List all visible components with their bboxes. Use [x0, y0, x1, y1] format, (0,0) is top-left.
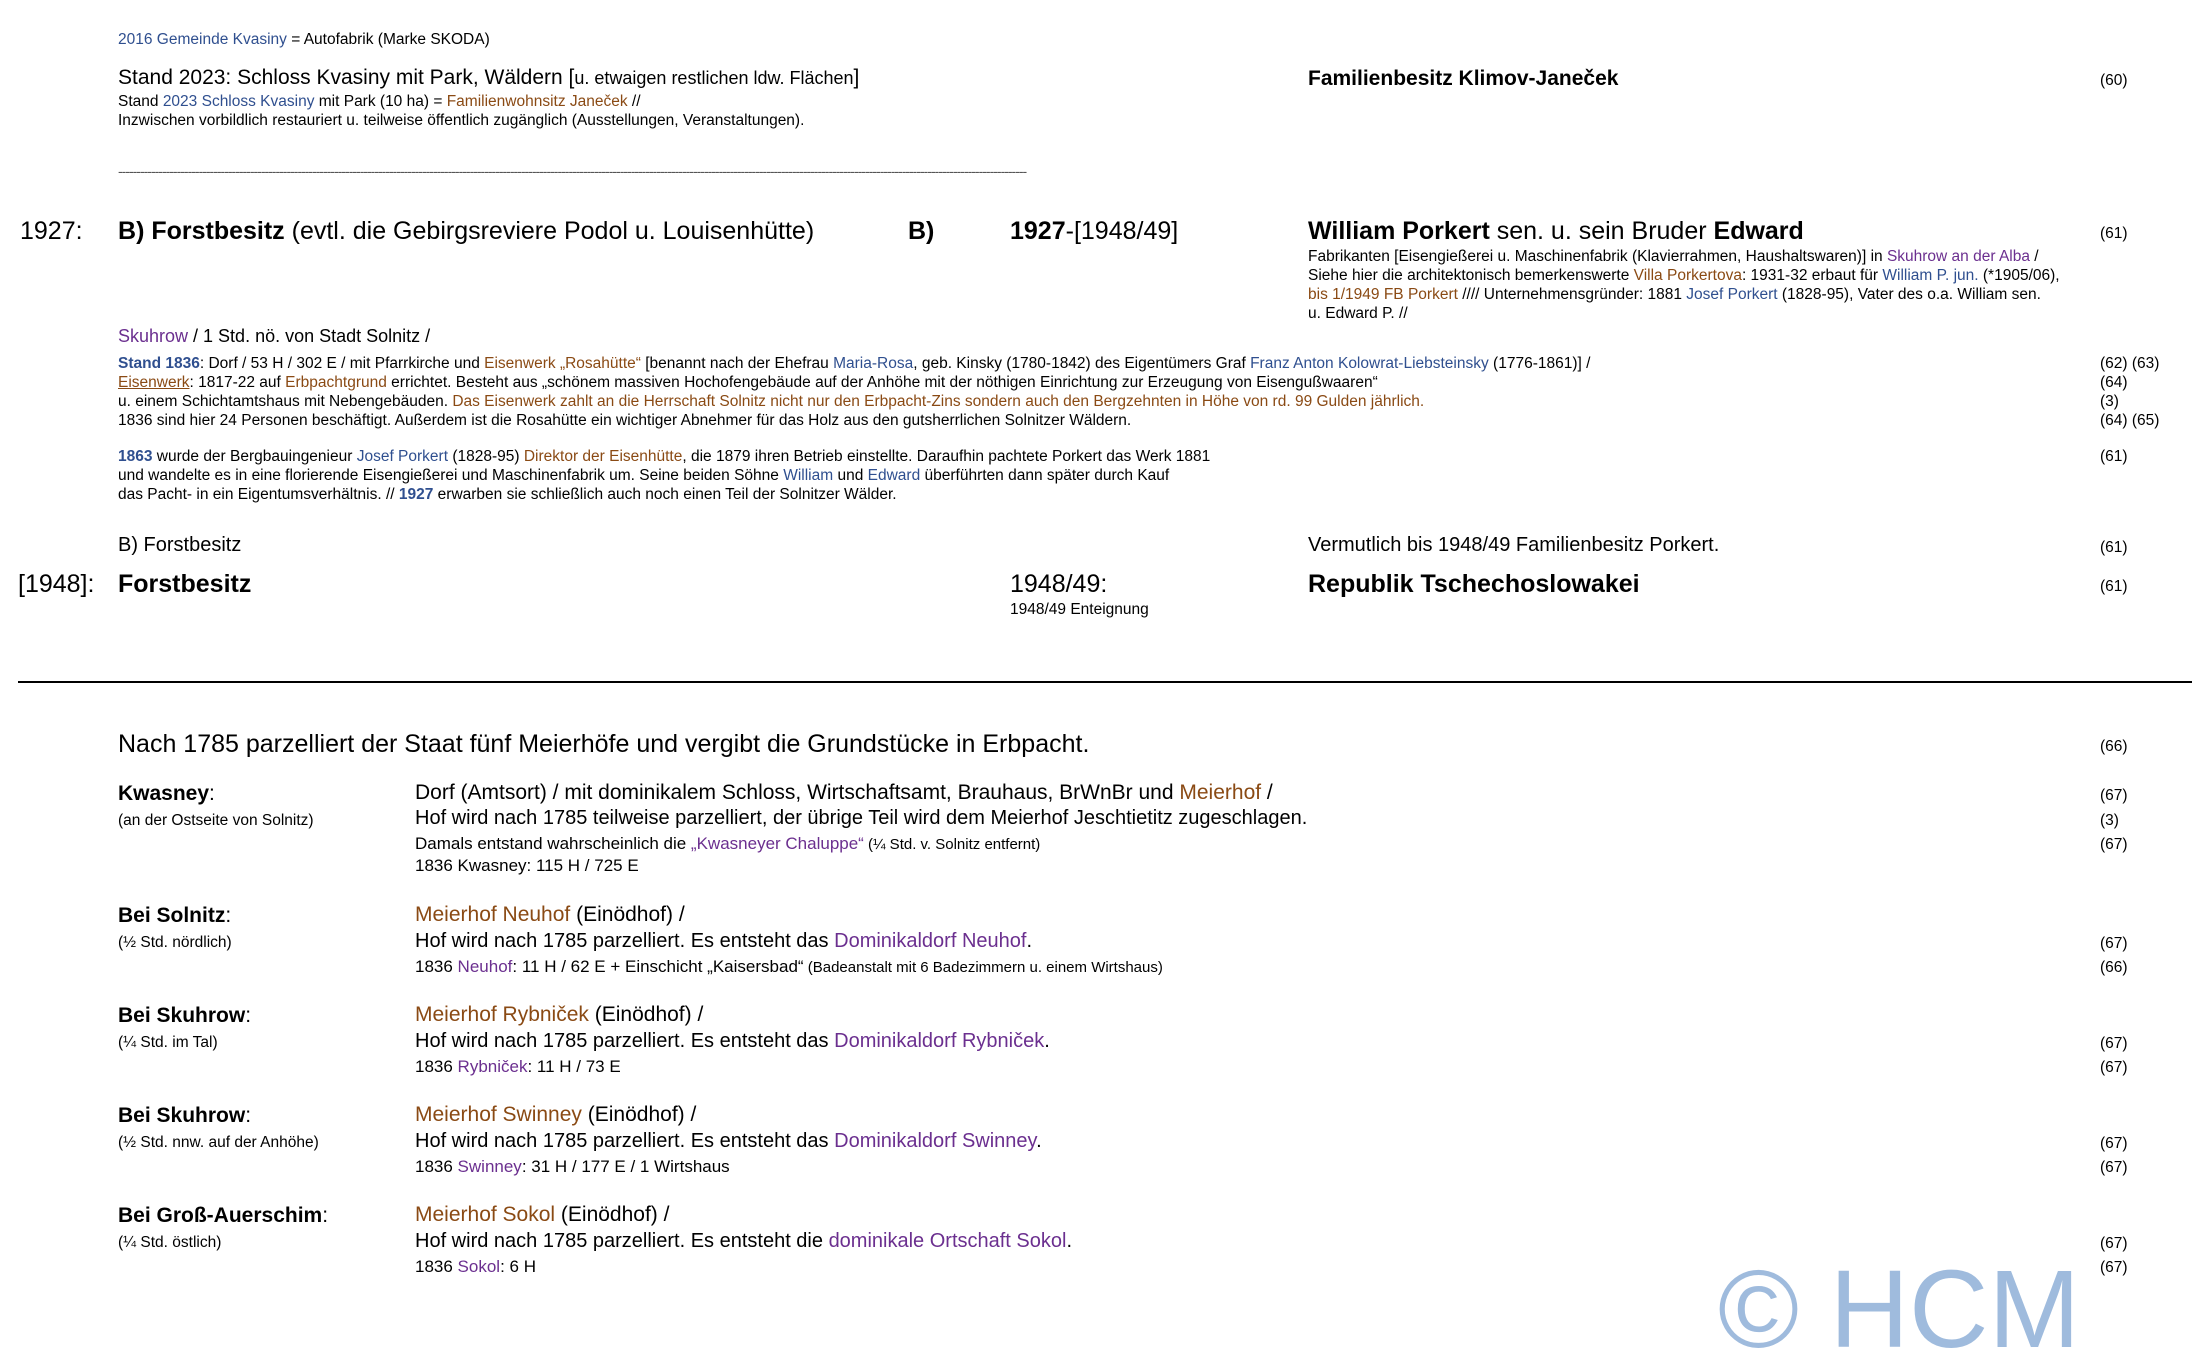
year-link[interactable]: 1927: [398, 486, 434, 503]
text: überführten dann später durch Kauf: [920, 467, 1170, 484]
owner-porkert: [1308, 216, 1804, 246]
william-link[interactable]: William P. jun.: [1882, 267, 1979, 284]
skuhrow1-sub: (¼ Std. im Tal): [118, 1034, 218, 1051]
skuhrow-p1-l4: 1836 sind hier 24 Personen beschäftigt. Außerdem ist die Rosahütte ein wichtiger Abnehmer für das Holz aus den gutsherrlichen Solnitzer Wäldern.: [118, 412, 1132, 429]
porkert-desc-2: [1308, 266, 2060, 285]
josef-link[interactable]: Josef Porkert: [1686, 286, 1778, 303]
solnitz-sub: (½ Std. nördlich): [118, 934, 232, 951]
chaluppe-link[interactable]: „Kwasneyer Chaluppe“: [690, 834, 864, 853]
skuhrow-p2-l1: [118, 447, 1210, 466]
rybnicek-link[interactable]: Rybniček: [457, 1057, 528, 1076]
period-year: 1927: [1010, 217, 1066, 245]
ref-61: (61): [2100, 448, 2128, 465]
enteignung: 1948/49 Enteignung: [1010, 601, 1149, 618]
text: u. einem Schichtamtshaus mit Nebengebäuden.: [118, 393, 453, 410]
skuhrow2-sub: (½ Std. nnw. auf der Anhöhe): [118, 1134, 319, 1151]
skuhrow-p1-l1: [118, 354, 1590, 373]
kolowrat-link[interactable]: Franz Anton Kolowrat-Liebsteinsky: [1250, 355, 1489, 372]
eisenwerk-link[interactable]: Eisenwerk: [118, 374, 190, 391]
owner-name-2: Edward: [1713, 217, 1804, 245]
b-marker: B): [908, 217, 935, 245]
william-link[interactable]: William: [783, 467, 834, 484]
text: (Einödhof) /: [570, 903, 685, 926]
text: : 11 H / 62 E + Einschicht „Kaisersbad“: [512, 957, 804, 976]
place-name: Bei Groß-Auerschim: [118, 1204, 323, 1227]
auerschim-l3: [415, 1257, 536, 1277]
stand-line-2: [118, 92, 641, 111]
text: [benannt nach der Ehefrau: [640, 355, 834, 372]
text: : 1931-32 erbaut für: [1741, 267, 1883, 284]
family-link[interactable]: Familienwohnsitz Janeček: [446, 93, 628, 110]
ref-61: (61): [2100, 578, 2128, 595]
owner-republik: Republik Tschechoslowakei: [1308, 570, 1640, 598]
zins-text: Das Eisenwerk zahlt an die Herrschaft Solnitz nicht nur den Erbpacht-Zins sondern auch den Bergzehnten in Höhe von rd. 99 Gulden jährlich.: [452, 393, 1425, 410]
text: Siehe hier die architektonisch bemerkenswerte: [1308, 267, 1634, 284]
text: Stand: [118, 93, 163, 110]
period-1927: [1010, 216, 1178, 246]
auerschim-name: [118, 1203, 328, 1229]
skuhrow-link[interactable]: Skuhrow: [118, 326, 189, 346]
text: (Einödhof) /: [555, 1203, 670, 1226]
ref-3: (3): [2100, 393, 2119, 410]
stand-heading: [118, 65, 859, 91]
skuhrow-heading: [118, 325, 430, 347]
skuhrow1-l1: [415, 1002, 703, 1028]
text: mit Park (10 ha) =: [314, 93, 447, 110]
ref-67: (67): [2100, 1259, 2128, 1276]
solnitz-l1: [415, 902, 685, 928]
porkert-note: Vermutlich bis 1948/49 Familienbesitz Porkert.: [1308, 534, 1720, 556]
text: (Einödhof) /: [581, 1103, 697, 1126]
owner-name-1: William Porkert: [1308, 217, 1490, 245]
text: (1776-1861)] /: [1488, 355, 1591, 372]
year-link[interactable]: 2016: [118, 31, 153, 48]
owner-klimov: Familienbesitz Klimov-Janeček: [1308, 67, 1619, 90]
text: 1836: [415, 957, 458, 976]
b-forstbesitz-label: B) Forstbesitz: [118, 534, 242, 556]
skuhrow-p1-l2: [118, 373, 1378, 392]
ref-67: (67): [2100, 836, 2128, 853]
forstbesitz-title-1948: Forstbesitz: [118, 570, 252, 598]
skuhrow1-name: [118, 1003, 251, 1029]
text: 1836: [415, 1257, 458, 1276]
ref-62-63: (62) (63): [2100, 355, 2160, 372]
skuhrow2-name: [118, 1103, 251, 1129]
meierhof-link[interactable]: Meierhof: [1179, 781, 1262, 804]
text: (1828-95): [448, 448, 524, 465]
text: erwarben sie schließlich auch noch einen Teil der Solnitzer Wälder.: [433, 486, 897, 503]
forstbesitz-title: ) Forstbesitz: [136, 217, 285, 245]
stand-heading-small: u. etwaigen restlichen ldw. Flächen: [574, 68, 854, 88]
ref-61: (61): [2100, 539, 2128, 556]
text: errichtet. Besteht aus „schönem massiven Hochofengebäude auf der Anhöhe mit der nöthigen Einrichtung zur Erzeugung von Eisengußwaaren“: [386, 374, 1378, 391]
colon: :: [245, 1104, 252, 1127]
stand-line-3: Inzwischen vorbildlich restauriert u. teilweise öffentlich zugänglich (Ausstellungen, Veranstaltungen).: [118, 112, 805, 129]
ref-64-65: (64) (65): [2100, 412, 2160, 429]
place-link[interactable]: Gemeinde Kvasiny: [156, 31, 287, 48]
ref-66: (66): [2100, 738, 2128, 755]
b-letter: B: [118, 217, 137, 245]
text: : Dorf / 53 H / 302 E / mit Pfarrkirche und: [199, 355, 485, 372]
text: .: [1044, 1030, 1050, 1052]
josef-link[interactable]: Josef Porkert: [356, 448, 449, 465]
ref-67: (67): [2100, 935, 2128, 952]
text: Fabrikanten [Eisengießerei u. Maschinenfabrik (Klavierrahmen, Haushaltswaren)] in: [1308, 248, 1887, 265]
text: , geb. Kinsky (1780-1842) des Eigentümers Graf: [913, 355, 1251, 372]
text: //: [627, 93, 641, 110]
ref-67: (67): [2100, 1059, 2128, 1076]
ref-67: (67): [2100, 787, 2128, 804]
place-name: Kwasney: [118, 782, 210, 805]
section-divider: [18, 681, 2192, 683]
text: 1836: [415, 1057, 458, 1076]
copyright-watermark: © HCM: [1718, 1248, 2081, 1371]
ortschaft-link[interactable]: dominikale Ortschaft Sokol: [828, 1230, 1067, 1252]
section-title-1927: [118, 216, 814, 246]
dorf-link[interactable]: Dominikaldorf Rybniček: [834, 1030, 1045, 1052]
stand-link[interactable]: 2023 Schloss Kvasiny: [162, 93, 315, 110]
porkert-desc-4: u. Edward P. //: [1308, 305, 1408, 322]
auerschim-l1: [415, 1202, 669, 1228]
ref-66: (66): [2100, 959, 2128, 976]
text: wurde der Bergbauingenieur: [152, 448, 357, 465]
auerschim-sub: (¼ Std. östlich): [118, 1234, 222, 1251]
solnitz-l3: [415, 957, 1163, 978]
kwasney-l4: 1836 Kwasney: 115 H / 725 E: [415, 856, 639, 875]
stand-link[interactable]: Stand 1836: [118, 355, 200, 372]
meierhof-link[interactable]: Meierhof Swinney: [415, 1103, 582, 1126]
text: (Einödhof) /: [588, 1003, 704, 1026]
villa-link[interactable]: Villa Porkertova: [1633, 267, 1742, 284]
text: : 6 H: [500, 1257, 536, 1276]
ref-60: (60): [2100, 72, 2128, 89]
dorf-link[interactable]: Dominikaldorf Neuhof: [834, 930, 1027, 952]
text: (¼ Std. v. Solnitz entfernt): [863, 836, 1041, 853]
text: Damals entstand wahrscheinlich die: [415, 834, 691, 853]
text: .: [1026, 930, 1033, 952]
text: //// Unternehmensgründer: 1881: [1457, 286, 1687, 303]
text: /: [2029, 248, 2039, 265]
text: : 11 H / 73 E: [527, 1057, 621, 1076]
fb-porkert-link[interactable]: bis 1/1949 FB Porkert: [1308, 286, 1458, 303]
colon: :: [245, 1004, 252, 1027]
top-line-1: [118, 30, 490, 49]
ref-67: (67): [2100, 1135, 2128, 1152]
solnitz-l2: [415, 929, 1032, 953]
colon: :: [225, 904, 232, 927]
kwasney-l2: Hof wird nach 1785 teilweise parzelliert, der übrige Teil wird dem Meierhof Jeschtietitz zugeschlagen.: [415, 807, 1308, 829]
skuhrow1-l2: [415, 1029, 1050, 1053]
skuhrow2-l2: [415, 1129, 1042, 1153]
text: (Badeanstalt mit 6 Badezimmern u. einem Wirtshaus): [803, 959, 1163, 976]
text: Dorf (Amtsort) / mit dominikalem Schloss, Wirtschaftsamt, Brauhaus, BrWnBr und: [415, 781, 1180, 804]
text: : 1817-22 auf: [189, 374, 286, 391]
kwasney-l3: [415, 834, 1040, 855]
porkert-desc-3: [1308, 285, 2041, 304]
skuhrow-p2-l2: [118, 466, 1169, 485]
kwasney-name: [118, 781, 215, 807]
skuhrow2-l3: [415, 1157, 730, 1177]
colon: :: [209, 782, 215, 805]
text: / 1 Std. nö. von Stadt Solnitz /: [188, 326, 431, 346]
meierhof-link[interactable]: Meierhof Rybniček: [415, 1003, 589, 1026]
bracket: ]: [853, 66, 860, 89]
swinney-link[interactable]: Swinney: [457, 1157, 522, 1176]
meierhof-link[interactable]: Meierhof Sokol: [415, 1203, 556, 1226]
kwasney-l1: [415, 780, 1273, 806]
skuhrow-p2-l3: [118, 485, 897, 504]
ref-67: (67): [2100, 1159, 2128, 1176]
place-name: Bei Solnitz: [118, 904, 226, 927]
year-1948: [1948]:: [18, 570, 95, 598]
text: = Autofabrik (Marke SKODA): [286, 31, 490, 48]
dashed-divider: --------------------------------------------------------------------------------------------------------------------------------------------------------------------------------------------------------------------------------------------------------: [118, 163, 1027, 179]
period-1948: 1948/49:: [1010, 570, 1108, 598]
text: (*1905/06),: [1978, 267, 2060, 284]
ref-64: (64): [2100, 374, 2128, 391]
text: Hof wird nach 1785 parzelliert. Es entsteht das: [415, 1130, 835, 1152]
neuhof-link[interactable]: Neuhof: [457, 957, 513, 976]
solnitz-name: [118, 903, 231, 929]
meierhof-link[interactable]: Meierhof Neuhof: [415, 903, 571, 926]
text: Hof wird nach 1785 parzelliert. Es entsteht die: [415, 1230, 829, 1252]
text: .: [1036, 1130, 1042, 1152]
direktor-link[interactable]: Direktor der Eisenhütte: [523, 448, 683, 465]
stand-heading-text: Stand 2023: Schloss Kvasiny mit Park, Wäldern [: [118, 66, 575, 89]
sokol-link[interactable]: Sokol: [457, 1257, 501, 1276]
skuhrow1-l3: [415, 1057, 621, 1077]
text: , die 1879 ihren Betrieb einstellte. Daraufhin pachtete Porkert das Werk 1881: [682, 448, 1211, 465]
maria-rosa-link[interactable]: Maria-Rosa: [833, 355, 914, 372]
ref-61: (61): [2100, 225, 2128, 242]
period-rest: -[1948/49]: [1065, 217, 1179, 245]
ref-67: (67): [2100, 1235, 2128, 1252]
year-1927: 1927:: [20, 217, 83, 245]
kwasney-sub: (an der Ostseite von Solnitz): [118, 812, 314, 829]
text: 1836: [415, 1157, 458, 1176]
year-link[interactable]: 1863: [118, 448, 153, 465]
text: Hof wird nach 1785 parzelliert. Es entsteht das: [415, 1030, 835, 1052]
text: das Pacht- in ein Eigentumsverhältnis. //: [118, 486, 399, 503]
dorf-link[interactable]: Dominikaldorf Swinney: [834, 1130, 1037, 1152]
erbpacht-link[interactable]: Erbpachtgrund: [285, 374, 387, 391]
eisenwerk-link[interactable]: Eisenwerk „Rosahütte“: [484, 355, 641, 372]
place-name: Bei Skuhrow: [118, 1104, 246, 1127]
text: : 31 H / 177 E / 1 Wirtshaus: [521, 1157, 730, 1176]
meier-intro: Nach 1785 parzelliert der Staat fünf Meierhöfe und vergibt die Grundstücke in Erbpacht.: [118, 730, 1090, 758]
skuhrow-link[interactable]: Skuhrow an der Alba: [1886, 248, 2030, 265]
text: und wandelte es in eine florierende Eisengießerei und Maschinenfabrik um. Seine beiden Söhne: [118, 467, 784, 484]
porkert-desc-1: [1308, 247, 2039, 266]
text: .: [1066, 1230, 1073, 1252]
text: Hof wird nach 1785 parzelliert. Es entsteht das: [415, 930, 835, 952]
skuhrow2-l1: [415, 1102, 696, 1128]
place-name: Bei Skuhrow: [118, 1004, 246, 1027]
skuhrow-p1-l3: [118, 392, 1424, 411]
title-rest: (evtl. die Gebirgsreviere Podol u. Louisenhütte): [284, 217, 815, 245]
edward-link[interactable]: Edward: [867, 467, 921, 484]
owner-text: sen. u. sein Bruder: [1489, 217, 1714, 245]
ref-3: (3): [2100, 812, 2119, 829]
auerschim-l2: [415, 1229, 1072, 1253]
text: (1828-95), Vater des o.a. William sen.: [1777, 286, 2041, 303]
text: /: [1261, 781, 1273, 804]
text: und: [833, 467, 868, 484]
colon: :: [322, 1204, 329, 1227]
ref-67: (67): [2100, 1035, 2128, 1052]
